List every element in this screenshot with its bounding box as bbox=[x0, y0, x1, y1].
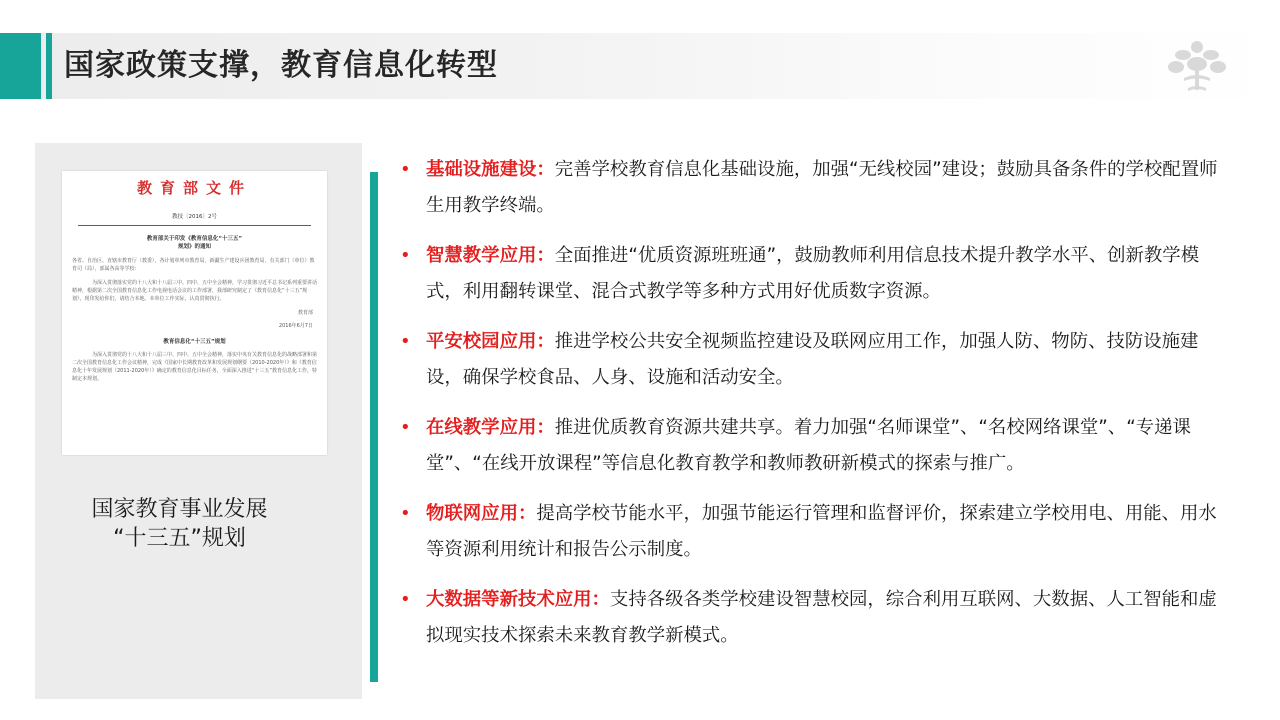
bullet-icon: • bbox=[400, 417, 411, 438]
policy-list bbox=[400, 152, 1230, 668]
document-date: 2016年6月7日 bbox=[278, 323, 313, 329]
document-body-2: 为深入贯彻党的十八大和十八届三中、四中、五中全会精神，落实中央有关教育信息化的战略部署和第二次全国教育信息化工作会议精神，完成《国家中长期教育改革和发展规划纲要（2010-2020年）》和《教育信息化十年发展规划（2011-2020年）》确定的教育信息化目标任务，全面深入推进“十三五”教育信息化工作，特制定本规划。 bbox=[72, 352, 318, 382]
item-text: 提高学校节能水平，加强节能运行管理和监督评价，探索建立学校用电、用能、用水等资源利用统计和报告公示制度。 bbox=[426, 503, 1217, 560]
tree-logo-icon bbox=[1166, 38, 1228, 94]
item-text: 支持各级各类学校建设智慧校园，综合利用互联网、大数据、人工智能和虚拟现实技术探索未来教育教学新模式。 bbox=[426, 589, 1217, 646]
list-item bbox=[400, 324, 1230, 396]
document-subtitle-line2: 规划》的通知 bbox=[177, 244, 211, 250]
item-lead: 大数据等新技术应用： bbox=[426, 589, 610, 610]
list-item bbox=[400, 410, 1230, 482]
item-text: 完善学校教育信息化基础设施，加强“无线校园”建设；鼓励具备条件的学校配置师生用教学终端。 bbox=[426, 159, 1218, 216]
bullet-icon: • bbox=[400, 245, 411, 266]
item-lead: 智慧教学应用： bbox=[426, 245, 555, 266]
document-heading-2: 教育信息化“十三五”规划 bbox=[163, 339, 226, 345]
policy-document-image bbox=[62, 171, 327, 455]
list-item bbox=[400, 582, 1230, 654]
page-title: 国家政策支撑，教育信息化转型 bbox=[64, 48, 498, 83]
list-item bbox=[400, 238, 1230, 310]
document-addressees: 各省、自治区、直辖市教育厅（教委），各计划单列市教育局，新疆生产建设兵团教育局，有关部门（单位）教育司（局），部属各高等学校： bbox=[72, 258, 315, 272]
bullet-icon: • bbox=[400, 589, 411, 610]
bullet-icon: • bbox=[400, 503, 411, 524]
caption-line2: “十三五”规划 bbox=[113, 526, 246, 551]
document-signature: 教育部 bbox=[297, 310, 313, 316]
item-text: 推进优质教育资源共建共享。着力加强“名师课堂”、“名校网络课堂”、“专递课堂”、“在线开放课程”等信息化教育教学和教师教研新模式的探索与推广。 bbox=[426, 417, 1191, 474]
bullet-icon: • bbox=[400, 331, 411, 352]
bullet-icon: • bbox=[400, 159, 411, 180]
document-red-rule bbox=[78, 225, 311, 226]
document-body-1: 为深入贯彻落实党的十八大和十八届三中、四中、五中全会精神，学习贯彻习近平总书记系列重要讲话精神，根据第二次全国教育信息化工作电视电话会议的工作部署，我部研究制定了《教育信息化“十三五”规划》，现印发给你们，请结合本地、本单位工作实际，认真贯彻执行。 bbox=[72, 280, 318, 302]
list-item bbox=[400, 152, 1230, 224]
item-text: 全面推进“优质资源班班通”，鼓励教师利用信息技术提升教学水平、创新教学模式，利用翻转课堂、混合式教学等多种方式用好优质数字资源。 bbox=[426, 245, 1200, 302]
title-accent-block bbox=[0, 33, 41, 99]
caption-line1: 国家教育事业发展 bbox=[91, 497, 268, 522]
item-lead: 物联网应用： bbox=[426, 503, 537, 524]
document-number: 教技〔2016〕2号 bbox=[172, 214, 217, 220]
document-subtitle bbox=[62, 235, 327, 251]
title-accent-line bbox=[46, 33, 52, 99]
list-item bbox=[400, 496, 1230, 568]
document-caption bbox=[62, 495, 297, 553]
document-header: 教育部文件 bbox=[136, 179, 252, 197]
item-lead: 基础设施建设： bbox=[426, 159, 555, 180]
item-lead: 平安校园应用： bbox=[426, 331, 555, 352]
document-subtitle-line1: 教育部关于印发《教育信息化“十三五” bbox=[146, 236, 243, 242]
vertical-divider bbox=[370, 172, 378, 682]
item-lead: 在线教学应用： bbox=[426, 417, 555, 438]
item-text: 推进学校公共安全视频监控建设及联网应用工作，加强人防、物防、技防设施建设，确保学校食品、人身、设施和活动安全。 bbox=[426, 331, 1199, 388]
